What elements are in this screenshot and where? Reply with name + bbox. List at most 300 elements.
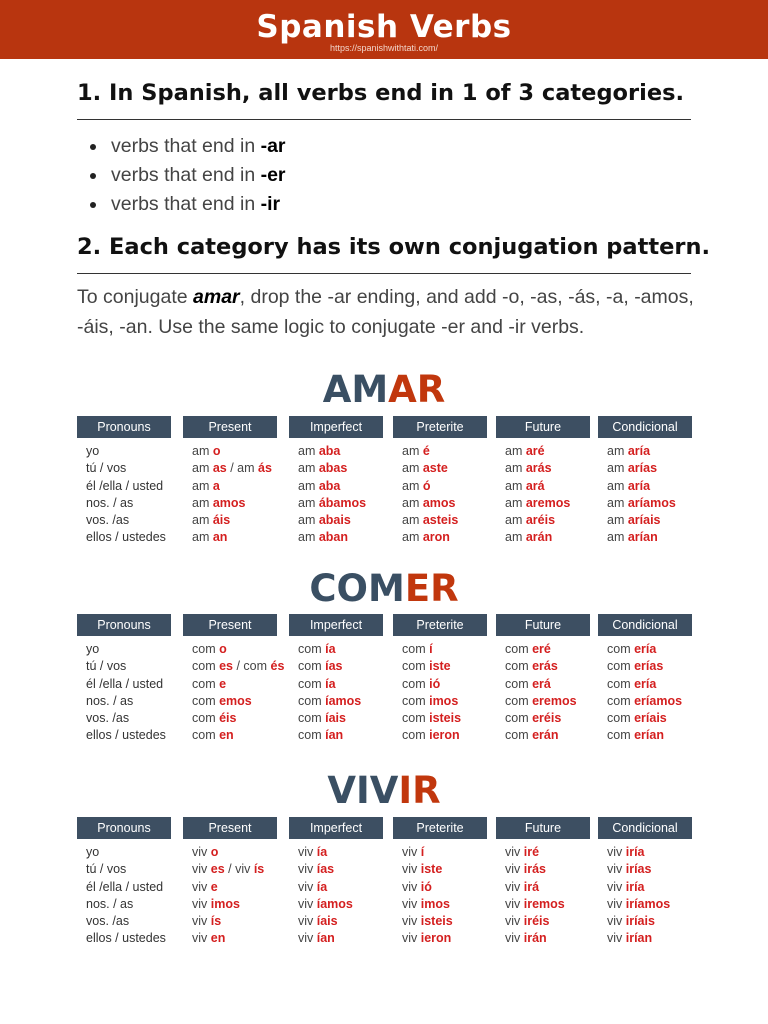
table-cell: [496, 529, 590, 546]
conjugation-stem: com: [607, 659, 635, 674]
intro-paragraph: [77, 283, 697, 342]
conjugation-ending: iría: [625, 845, 645, 859]
table-cell: [598, 495, 692, 512]
verb-ending: ER: [404, 567, 459, 610]
pronoun: él /ella / usted: [86, 478, 164, 493]
conjugation-ending: ía: [316, 879, 328, 894]
conjugation-ending: áis: [212, 513, 231, 528]
pronoun: tú / vos: [86, 659, 127, 674]
conjugation-stem: viv: [298, 845, 317, 859]
conjugation-stem: viv: [192, 896, 211, 911]
conjugation-stem: viv: [402, 896, 421, 911]
table-cell: [183, 512, 277, 529]
conjugation-ending: ería: [634, 676, 657, 691]
conjugation-stem: am: [505, 530, 526, 545]
conjugation-stem: com: [298, 693, 326, 708]
pronoun: tú / vos: [86, 461, 127, 476]
table-cell: [393, 913, 487, 930]
verb-title: [0, 569, 768, 609]
conjugation-ending: e: [219, 676, 227, 691]
conjugation-ending: imos: [210, 896, 240, 911]
conjugation-stem: am: [192, 444, 213, 458]
table-cell: [496, 710, 590, 727]
verb-stem: VIV: [327, 769, 399, 812]
conjugation-stem: com: [298, 728, 326, 743]
conjugation-stem: am: [402, 478, 423, 493]
table-cell: [183, 930, 277, 947]
column-header: Preterite: [393, 817, 487, 839]
conjugation-ending: aba: [318, 444, 341, 458]
table-cell: [77, 879, 171, 896]
conjugation-ending: erían: [634, 728, 664, 743]
table-cell: [496, 844, 590, 861]
conjugation-ending: an: [212, 530, 228, 545]
conjugation-stem: viv: [402, 845, 421, 859]
conjugation-ending: ías: [325, 659, 343, 674]
intro-verb: amar: [193, 286, 240, 308]
conjugation-ending: amos: [422, 495, 456, 510]
conjugation-ending: arán: [525, 530, 553, 545]
column-header: Condicional: [598, 817, 692, 839]
conjugation-ending: ás: [258, 461, 272, 476]
conjugation-stem: com: [402, 642, 430, 656]
table-cell: [496, 676, 590, 693]
conjugation-stem: com: [607, 728, 635, 743]
table-cell: [289, 460, 383, 477]
table-cell: [77, 844, 171, 861]
conjugation-stem: viv: [192, 931, 211, 946]
column-header: Present: [183, 817, 277, 839]
conjugation-ending: ieron: [420, 931, 452, 946]
conjugation-stem: viv: [505, 879, 524, 894]
conjugation-ending: éis: [219, 711, 237, 726]
table-cell: [496, 512, 590, 529]
conjugation-stem: com: [402, 659, 430, 674]
conjugation-ending: isteis: [420, 914, 453, 929]
bullet-text: verbs that end in: [111, 135, 261, 157]
pronoun: nos. / as: [86, 495, 134, 510]
table-cell: [598, 512, 692, 529]
conjugation-ending: ía: [316, 845, 328, 859]
column-header: Condicional: [598, 614, 692, 636]
conjugation-stem: com: [402, 676, 430, 691]
table-column: [77, 614, 171, 745]
conjugation-stem: viv: [402, 862, 421, 877]
table-cell: [598, 478, 692, 495]
conjugation-stem: am: [607, 495, 628, 510]
conjugation-stem: viv: [505, 845, 524, 859]
column-header: Imperfect: [289, 416, 383, 438]
table-cell: [77, 930, 171, 947]
column-header: Imperfect: [289, 614, 383, 636]
column-header: Present: [183, 614, 277, 636]
table-cell: [183, 879, 277, 896]
conjugation-stem: viv: [402, 931, 421, 946]
column-header: Future: [496, 416, 590, 438]
conjugation-ending: íais: [316, 914, 338, 929]
table-cell: [393, 693, 487, 710]
conjugation-stem: com: [298, 711, 326, 726]
section-1-heading: 1. In Spanish, all verbs end in 1 of 3 categories.: [77, 80, 685, 106]
conjugation-ending: iréis: [523, 914, 550, 929]
bullet-ending: -ar: [260, 135, 286, 157]
conjugation-stem: am: [607, 478, 628, 493]
conjugation-ending: aréis: [525, 513, 556, 528]
conjugation-ending: ábamos: [318, 495, 367, 510]
conjugation-stem: com: [607, 711, 635, 726]
list-item: [88, 132, 286, 161]
conjugation-ending: o: [219, 642, 227, 656]
section-2-divider: [77, 273, 691, 274]
conjugation-stem: com: [607, 676, 635, 691]
table-cell: [393, 727, 487, 744]
conjugation-stem: com: [505, 711, 533, 726]
conjugation-stem: am: [192, 513, 213, 528]
table-cell: [393, 460, 487, 477]
conjugation-ending: iste: [420, 862, 443, 877]
table-cell: [183, 478, 277, 495]
conjugation-stem: am: [607, 530, 628, 545]
site-url[interactable]: https://spanishwithtati.com/: [329, 43, 439, 53]
table-cell: [289, 676, 383, 693]
conjugation-stem: com: [192, 642, 220, 656]
column-header: Pronouns: [77, 614, 171, 636]
pronoun: yo: [86, 845, 100, 859]
conjugation-stem: com: [192, 659, 220, 674]
conjugation-ending: iste: [429, 659, 451, 674]
conjugation-stem: viv: [298, 931, 317, 946]
pronoun: vos. /as: [86, 513, 130, 528]
conjugation-stem: com: [402, 711, 430, 726]
table-cell: [77, 443, 171, 460]
conjugation-ending: ía: [325, 676, 336, 691]
conjugation-ending: emos: [219, 693, 252, 708]
table-cell: [289, 512, 383, 529]
table-cell: [598, 658, 692, 675]
conjugation-ending: eríamos: [634, 693, 683, 708]
conjugation-ending: abas: [318, 461, 348, 476]
verb-stem: AM: [322, 368, 389, 411]
table-cell: [289, 879, 383, 896]
conjugation-ending: amos: [212, 495, 246, 510]
conjugation-stem: am: [402, 444, 423, 458]
conjugation-stem: am: [402, 513, 423, 528]
column-header: Imperfect: [289, 817, 383, 839]
conjugation-stem: am: [607, 444, 628, 458]
conjugation-ending: iría: [625, 879, 645, 894]
conjugation-ending: aste: [422, 461, 448, 476]
conjugation-stem: com: [402, 693, 430, 708]
table-cell: [393, 879, 487, 896]
table-cell: [183, 727, 277, 744]
conjugation-ending: ería: [634, 642, 657, 656]
table-cell: [598, 913, 692, 930]
table-column: [393, 614, 487, 745]
conjugation-stem: com: [607, 693, 635, 708]
table-column: [183, 416, 277, 547]
table-cell: [598, 930, 692, 947]
table-cell: [496, 913, 590, 930]
table-cell: [289, 913, 383, 930]
table-cell: [393, 896, 487, 913]
table-cell: [393, 930, 487, 947]
table-cell: [598, 641, 692, 658]
intro-text-after: , drop the -ar ending, and add -o, -as, -ás, -a, -amos, -áis, -an. Use the same logic to conjugate -er and -ir verbs.: [77, 286, 694, 338]
table-cell: [598, 861, 692, 878]
conjugation-ending: ís: [253, 862, 265, 877]
conjugation-stem: com: [505, 642, 533, 656]
pronoun: yo: [86, 642, 100, 656]
table-cell: [393, 495, 487, 512]
conjugation-ending: aríamos: [627, 495, 676, 510]
table-cell: [289, 710, 383, 727]
table-cell: [496, 641, 590, 658]
table-cell: [598, 693, 692, 710]
table-cell: [496, 495, 590, 512]
conjugation-stem: com: [192, 676, 220, 691]
table-cell: [77, 913, 171, 930]
conjugation-ending: arían: [627, 530, 658, 545]
conjugation-stem: am: [402, 530, 423, 545]
table-column: [289, 416, 383, 547]
conjugation-stem: am: [192, 530, 213, 545]
column-header: Preterite: [393, 614, 487, 636]
conjugation-ending: irían: [625, 931, 653, 946]
table-cell: [183, 844, 277, 861]
bullet-ending: -ir: [260, 193, 281, 215]
table-cell: [289, 693, 383, 710]
conjugation-ending: ían: [316, 931, 335, 946]
table-column: [183, 614, 285, 745]
conjugation-ending: irá: [523, 879, 540, 894]
conjugation-stem: viv: [505, 914, 524, 929]
conjugation-stem: com: [298, 642, 326, 656]
conjugation-ending: asteis: [422, 513, 459, 528]
conjugation-ending: erás: [532, 659, 558, 674]
table-cell: [496, 658, 590, 675]
column-header: Pronouns: [77, 416, 171, 438]
conjugation-stem: com: [505, 693, 533, 708]
conjugation-ending: isteis: [429, 711, 462, 726]
verb-categories-list: [88, 132, 286, 219]
conjugation-ending: aban: [318, 530, 349, 545]
column-header: Pronouns: [77, 817, 171, 839]
conjugation-stem: viv: [505, 931, 524, 946]
conjugation-ending: arías: [627, 461, 658, 476]
table-cell: [183, 641, 277, 658]
table-column: [77, 817, 171, 948]
conjugation-stem: / am: [226, 461, 259, 476]
table-cell: [289, 641, 383, 658]
conjugation-stem: / viv: [224, 862, 254, 877]
table-cell: [598, 896, 692, 913]
conjugation-stem: com: [298, 676, 326, 691]
pronoun: él /ella / usted: [86, 676, 164, 691]
table-cell: [393, 512, 487, 529]
conjugation-stem: am: [192, 461, 213, 476]
conjugation-stem: com: [192, 728, 220, 743]
intro-text-before: To conjugate: [77, 286, 194, 308]
conjugation-stem: am: [607, 513, 628, 528]
conjugation-stem: / com: [233, 659, 271, 674]
table-cell: [77, 529, 171, 546]
conjugation-stem: viv: [402, 879, 421, 894]
table-cell: [496, 478, 590, 495]
conjugation-ending: aron: [422, 530, 450, 545]
conjugation-ending: ará: [525, 478, 545, 493]
table-column: [496, 817, 590, 948]
table-cell: [183, 658, 285, 675]
header-banner: [0, 0, 768, 59]
table-cell: [77, 861, 171, 878]
conjugation-ending: ís: [210, 914, 222, 929]
conjugation-stem: viv: [298, 879, 317, 894]
table-column: [598, 817, 692, 948]
conjugation-ending: í: [420, 845, 425, 859]
pronoun: él /ella / usted: [86, 879, 164, 894]
table-cell: [183, 710, 277, 727]
table-cell: [496, 460, 590, 477]
conjugation-stem: viv: [402, 914, 421, 929]
table-cell: [289, 529, 383, 546]
conjugation-ending: es: [219, 659, 233, 674]
column-header: Preterite: [393, 416, 487, 438]
conjugation-stem: viv: [298, 862, 317, 877]
conjugation-stem: com: [192, 693, 220, 708]
conjugation-ending: ió: [420, 879, 432, 894]
conjugation-stem: am: [402, 495, 423, 510]
conjugation-stem: com: [505, 659, 533, 674]
conjugation-stem: am: [505, 444, 526, 458]
conjugation-stem: am: [298, 495, 319, 510]
conjugation-stem: viv: [192, 862, 211, 877]
conjugation-stem: viv: [607, 862, 626, 877]
conjugation-stem: am: [298, 461, 319, 476]
table-cell: [77, 641, 171, 658]
table-cell: [393, 641, 487, 658]
conjugation-ending: eremos: [532, 693, 577, 708]
conjugation-ending: erá: [532, 676, 551, 691]
conjugation-ending: aría: [627, 444, 651, 458]
conjugation-stem: am: [505, 513, 526, 528]
table-cell: [77, 710, 171, 727]
pronoun: ellos / ustedes: [86, 931, 166, 946]
conjugation-ending: aría: [627, 478, 651, 493]
table-cell: [496, 443, 590, 460]
table-cell: [393, 658, 487, 675]
conjugation-ending: ían: [325, 728, 344, 743]
conjugation-ending: ieron: [429, 728, 460, 743]
conjugation-ending: iríais: [625, 914, 655, 929]
conjugation-ending: ía: [325, 642, 336, 656]
pronoun: tú / vos: [86, 862, 127, 877]
table-cell: [393, 710, 487, 727]
column-header: Condicional: [598, 416, 692, 438]
table-cell: [183, 460, 277, 477]
conjugation-ending: aré: [525, 444, 545, 458]
table-cell: [289, 861, 383, 878]
table-cell: [496, 727, 590, 744]
conjugation-ending: eréis: [532, 711, 562, 726]
table-cell: [393, 861, 487, 878]
column-header: Present: [183, 416, 277, 438]
conjugation-stem: viv: [607, 879, 626, 894]
table-cell: [183, 913, 277, 930]
conjugation-ending: irás: [523, 862, 546, 877]
conjugation-ending: eré: [532, 642, 551, 656]
conjugation-stem: am: [298, 444, 319, 458]
table-column: [183, 817, 277, 948]
table-cell: [183, 443, 277, 460]
conjugation-ending: a: [212, 478, 220, 493]
table-cell: [393, 478, 487, 495]
table-cell: [598, 460, 692, 477]
table-cell: [77, 896, 171, 913]
pronoun: vos. /as: [86, 711, 130, 726]
conjugation-ending: iré: [523, 845, 540, 859]
conjugation-ending: e: [210, 879, 218, 894]
table-cell: [289, 478, 383, 495]
conjugation-stem: viv: [607, 931, 626, 946]
table-column: [598, 614, 692, 745]
conjugation-ending: íais: [325, 711, 346, 726]
table-cell: [183, 495, 277, 512]
conjugation-stem: am: [505, 478, 526, 493]
section-1-divider: [77, 119, 691, 120]
table-cell: [183, 693, 277, 710]
conjugation-ending: iríamos: [625, 896, 671, 911]
table-cell: [183, 676, 277, 693]
conjugation-ending: és: [270, 659, 285, 674]
table-cell: [289, 930, 383, 947]
table-cell: [598, 710, 692, 727]
conjugation-stem: viv: [192, 845, 211, 859]
list-item: [88, 161, 286, 190]
table-cell: [598, 529, 692, 546]
conjugation-stem: viv: [505, 896, 524, 911]
pronoun: yo: [86, 444, 100, 458]
conjugation-stem: am: [298, 513, 319, 528]
conjugation-stem: am: [298, 530, 319, 545]
conjugation-stem: com: [607, 642, 635, 656]
table-cell: [289, 658, 383, 675]
conjugation-stem: com: [298, 659, 326, 674]
conjugation-ending: en: [210, 931, 226, 946]
conjugation-ending: irán: [523, 931, 547, 946]
list-item: [88, 190, 286, 219]
conjugation-stem: com: [505, 676, 533, 691]
conjugation-stem: am: [607, 461, 628, 476]
table-column: [289, 614, 383, 745]
conjugation-ending: as: [212, 461, 227, 476]
conjugation-stem: viv: [607, 845, 626, 859]
table-cell: [77, 460, 171, 477]
table-cell: [183, 529, 277, 546]
conjugation-ending: abais: [318, 513, 351, 528]
table-cell: [496, 861, 590, 878]
conjugation-ending: imos: [429, 693, 459, 708]
bullet-text: verbs that end in: [111, 164, 261, 186]
conjugation-ending: en: [219, 728, 234, 743]
conjugation-ending: eríais: [634, 711, 667, 726]
table-cell: [496, 930, 590, 947]
conjugation-stem: am: [402, 461, 423, 476]
conjugation-ending: é: [422, 444, 430, 458]
conjugation-ending: iremos: [523, 896, 565, 911]
conjugation-ending: es: [210, 862, 225, 877]
table-column: [393, 416, 487, 547]
conjugation-stem: com: [402, 728, 430, 743]
